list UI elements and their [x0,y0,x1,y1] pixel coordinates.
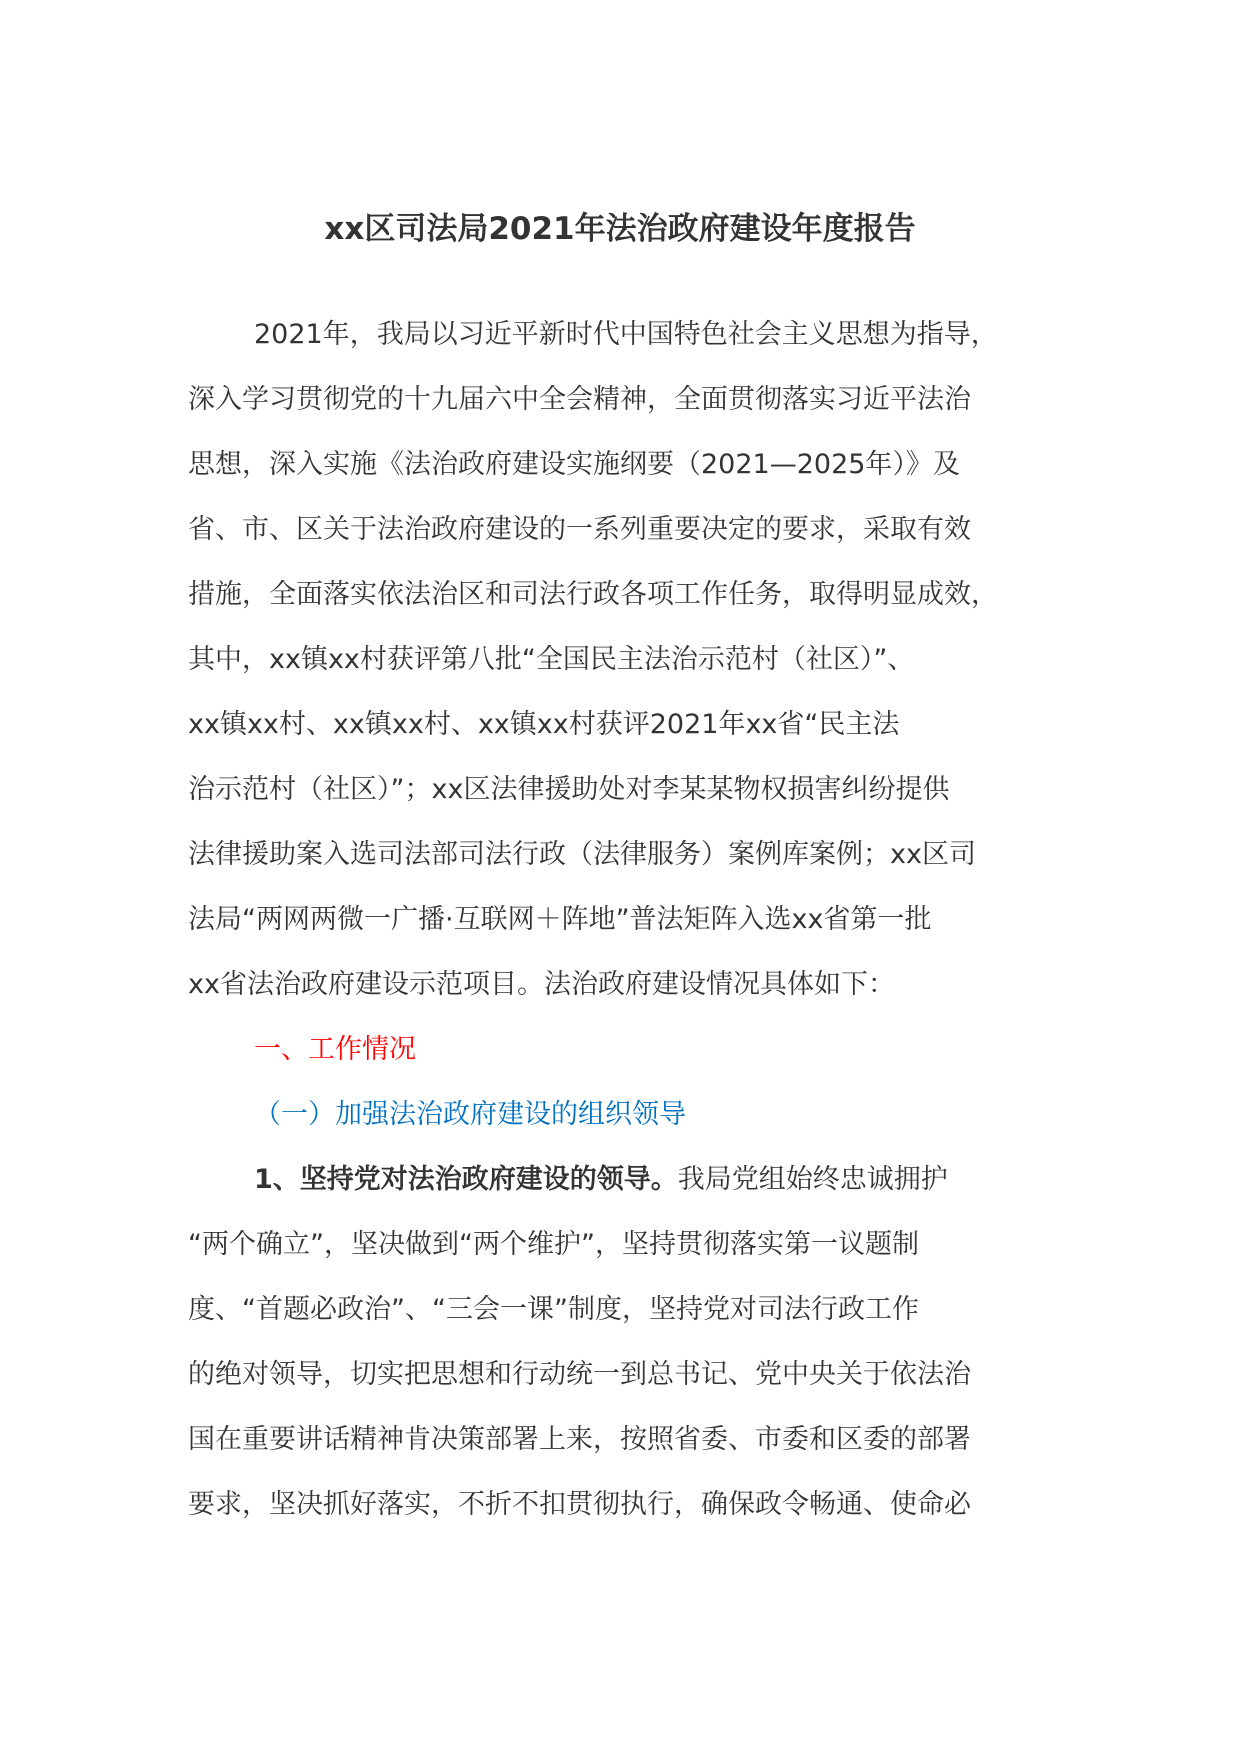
text-line: 度、“首题必政治”、“三会一课”制度，坚持党对司法行政工作 [188,1294,919,1325]
text-line: “两个确立”，坚决做到“两个维护”，坚持贯彻落实第一议题制 [188,1229,919,1260]
text-line: 法局“两网两微一广播·互联网＋阵地”普法矩阵入选xx省第一批 [188,904,932,935]
item-1-first-line [188,1147,1068,1212]
document-title: xx区司法局2021年法治政府建设年度报告 [324,211,916,247]
text-line: 法律援助案入选司法部司法行政（法律服务）案例库案例；xx区司 [188,839,976,870]
subsection-heading: （一）加强法治政府建设的组织领导 [254,1099,686,1130]
text-line: 措施，全面落实依法治区和司法行政各项工作任务，取得明显成效， [188,579,998,610]
text-line: 思想，深入实施《法治政府建设实施纲要（2021—2025年）》及 [188,449,960,480]
text-line: 要求，坚决抓好落实，不折不扣贯彻执行，确保政令畅通、使命必 [188,1489,971,1520]
item-1-first-line-rest: 我局党组始终忠诚拥护 [677,1164,948,1195]
text-line: 省、市、区关于法治政府建设的一系列重要决定的要求，采取有效 [188,514,971,545]
intro-paragraph [188,302,1068,1017]
text-line: xx镇xx村、xx镇xx村、xx镇xx村获评2021年xx省“民主法 [188,709,900,740]
document-body [188,302,1068,1537]
text-line: 深入学习贯彻党的十九届六中全会精神，全面贯彻落实习近平法治 [188,384,971,415]
text-line: 治示范村（社区）”；xx区法律援助处对李某某物权损害纠纷提供 [188,774,950,805]
text-line: 2021年，我局以习近平新时代中国特色社会主义思想为指导， [254,319,998,350]
text-line: 国在重要讲话精神肯决策部署上来，按照省委、市委和区委的部署 [188,1424,971,1455]
section-heading: 一、工作情况 [254,1034,416,1065]
text-line: 的绝对领导，切实把思想和行动统一到总书记、党中央关于依法治 [188,1359,971,1390]
text-line: xx省法治政府建设示范项目。法治政府建设情况具体如下： [188,969,895,1000]
text-line: 其中，xx镇xx村获评第八批“全国民主法治示范村（社区）”、 [188,644,915,675]
item-1-paragraph [188,1147,1068,1537]
item-1-lead: 1、坚持党对法治政府建设的领导。 [254,1164,678,1195]
